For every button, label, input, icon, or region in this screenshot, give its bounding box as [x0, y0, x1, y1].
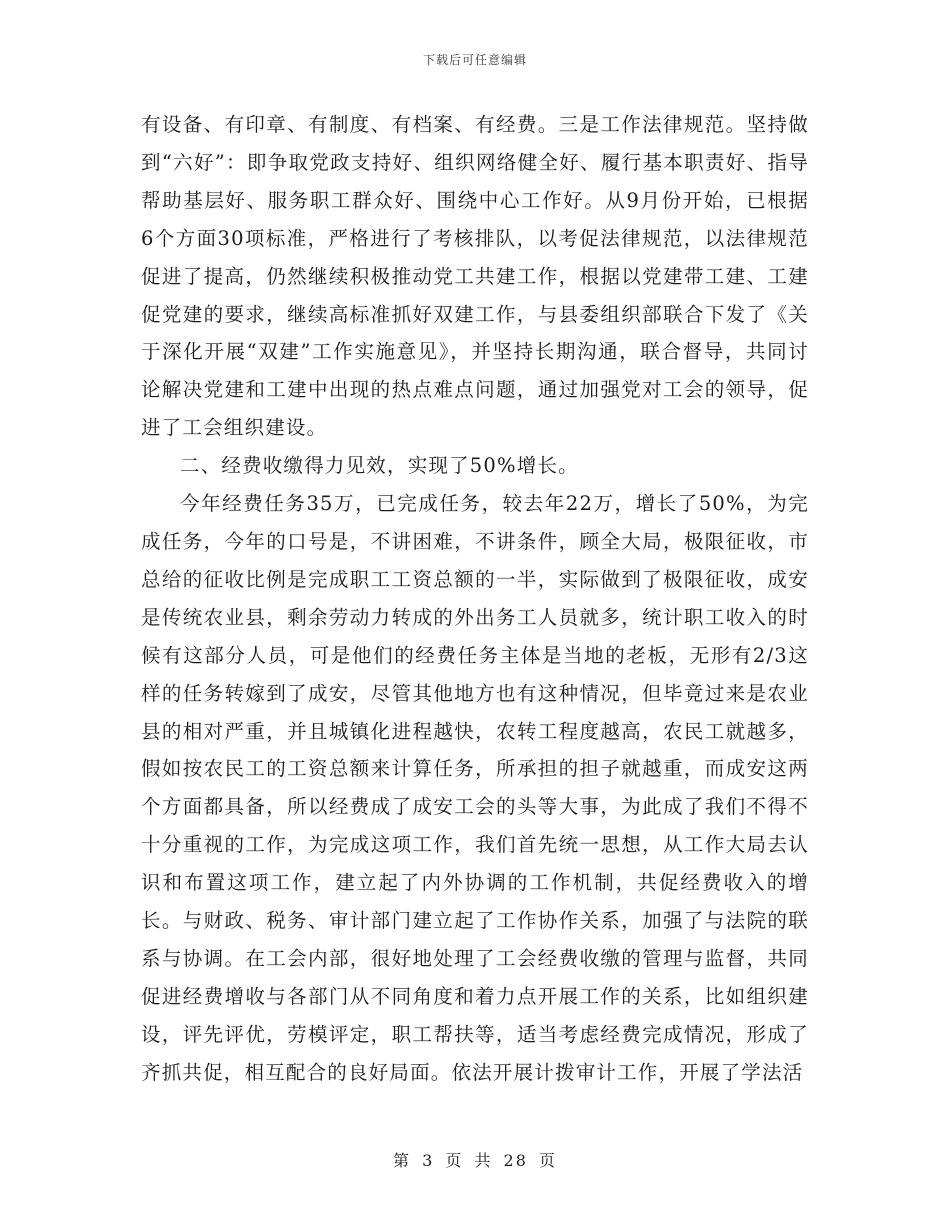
document-body	[141, 106, 809, 1092]
section-heading: 二、经费收缴得力见效，实现了50%增长。	[180, 454, 579, 478]
page-number: 第 3 页 共 28 页	[393, 1151, 557, 1170]
page-header-note: 下载后可任意编辑	[422, 53, 527, 67]
paragraph-funding: 今年经费任务35万，已完成任务，较去年22万，增长了50%，为完成任务，今年的口号是，不讲困难，不讲条件，顾全大局，极限征收，市总给的征收比例是完成职工工资总额的一半，实际做到了极限征收，成安是传统农业县，剩余劳动力转成的外出务工人员就多，统计职工收入的时候有这部分人员，可是他们的经费任务主体是当地的老板，无形有2/3这样的任务转嫁到了成安，尽管其他地方也有这种情况，但毕竟过来是农业县的相对严重，并且城镇化进程越快，农转工程度越高，农民工就越多，假如按农民工的工资总额来计算任务，所承担的担子就越重，而成安这两个方面都具备，所以经费成了成安工会的头等大事，为此成了我们不得不十分重视的工作，为完成这项工作，我们首先统一思想，从工作大局去认识和布置这项工作，建立起了内外协调的工作机制，共促经费收入的增长。与财政、税务、审计部门建立起了工作协作关系，加强了与法院的联系与协调。在工会内部，很好地处理了工会经费收缴的管理与监督，共同促进经费增收与各部门从不同角度和着力点开展工作的关系，比如组织建设，评先评优，劳模评定，职工帮扶等，适当考虑经费完成情况，形成了齐抓共促，相互配合的良好局面。依法开展计拨审计工作，开展了学法活	[141, 492, 809, 1084]
paragraph-continuation: 有设备、有印章、有制度、有档案、有经费。三是工作法律规范。坚持做到“六好”：即争取党政支持好、组织网络健全好、履行基本职责好、指导帮助基层好、服务职工群众好、围绕中心工作好。从9月份开始，已根据6个方面30项标准，严格进行了考核排队，以考促法律规范，以法律规范促进了提高，仍然继续积极推动党工共建工作，根据以党建带工建、工建促党建的要求，继续高标准抓好双建工作，与县委组织部联合下发了《关于深化开展“双建”工作实施意见》，并坚持长期沟通，联合督导，共同讨论解决党建和工建中出现的热点难点问题，通过加强党对工会的领导，促进了工会组织建设。	[141, 113, 809, 440]
